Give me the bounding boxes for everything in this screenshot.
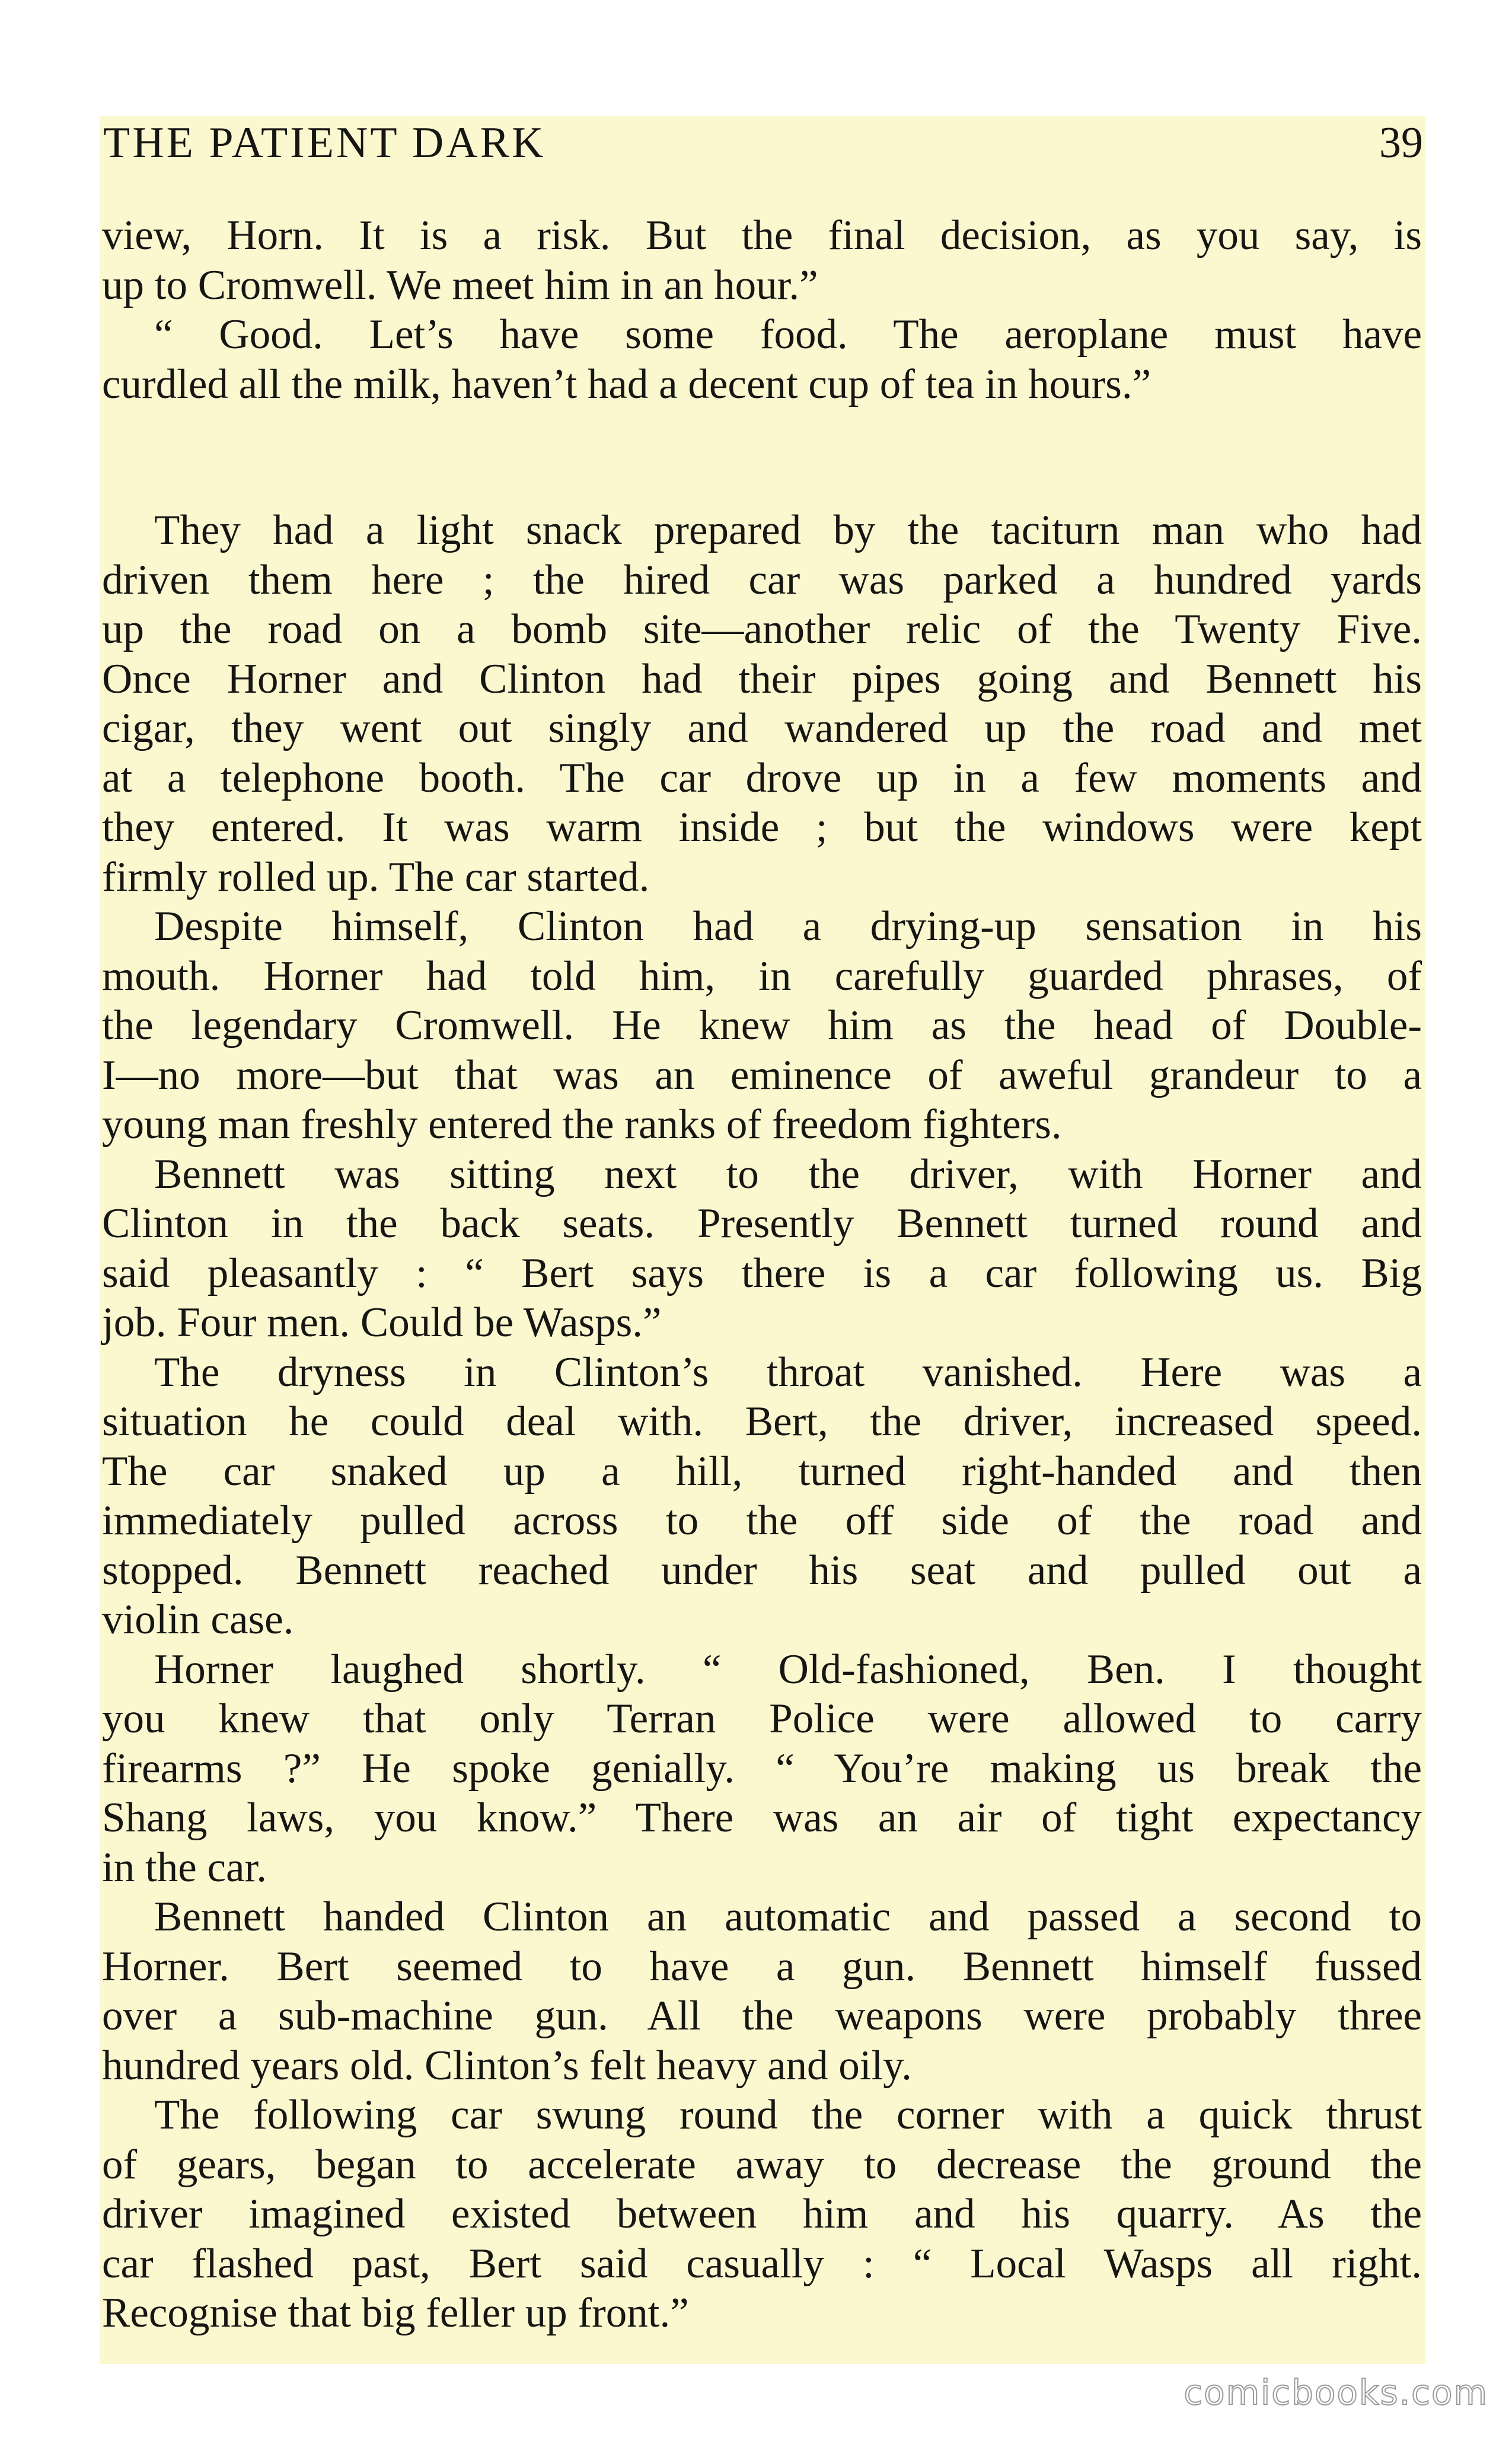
text-line: Bennett handed Clinton an automatic and passed a second to xyxy=(154,1894,1422,1940)
text-line: up to Cromwell. We meet him in an hour.” xyxy=(102,262,818,308)
text-line: in the car. xyxy=(102,1844,267,1891)
text-line: Clinton in the back seats. Presently Bennett turned round and xyxy=(102,1200,1422,1247)
page-number: 39 xyxy=(1379,119,1423,167)
paragraph xyxy=(102,211,1422,310)
text-line: Once Horner and Clinton had their pipes going and Bennett his xyxy=(102,655,1422,702)
paragraph xyxy=(102,506,1422,902)
running-title: THE PATIENT DARK xyxy=(103,119,546,167)
text-line: curdled all the milk, haven’t had a decent cup of tea in hours.” xyxy=(102,361,1151,407)
text-line: over a sub-machine gun. All the weapons were probably three xyxy=(102,1993,1422,2039)
text-line: of gears, began to accelerate away to decrease the ground the xyxy=(102,2141,1422,2188)
text-line: firearms ?” He spoke genially. “ You’re making us break the xyxy=(102,1745,1422,1792)
text-line: view, Horn. It is a risk. But the final decision, as you say, is xyxy=(102,212,1422,259)
paragraph xyxy=(102,902,1422,1150)
paragraph xyxy=(102,2091,1422,2338)
text-line: hundred years old. Clinton’s felt heavy and oily. xyxy=(102,2042,912,2089)
paragraph xyxy=(102,310,1422,409)
text-line: Shang laws, you know.” There was an air of tight expectancy xyxy=(102,1795,1422,1841)
text-line: stopped. Bennett reached under his seat and pulled out a xyxy=(102,1547,1422,1594)
text-line: Horner. Bert seemed to have a gun. Bennett himself fussed xyxy=(102,1943,1422,1990)
text-line: Horner laughed shortly. “ Old-fashioned, Ben. I thought xyxy=(154,1646,1422,1693)
text-line: at a telephone booth. The car drove up in a few moments and xyxy=(102,754,1422,801)
text-line: job. Four men. Could be Wasps.” xyxy=(102,1299,662,1346)
running-head xyxy=(100,116,1425,170)
paragraph xyxy=(102,1892,1422,2091)
text-line: they entered. It was warm inside ; but the windows were kept xyxy=(102,804,1422,850)
text-line: “ Good. Let’s have some food. The aeroplane must have xyxy=(154,311,1422,358)
text-line: situation he could deal with. Bert, the driver, increased speed. xyxy=(102,1398,1422,1445)
body-text xyxy=(102,211,1422,2338)
text-line: Bennett was sitting next to the driver, with Horner and xyxy=(154,1151,1422,1197)
text-line: violin case. xyxy=(102,1597,294,1643)
text-line: The dryness in Clinton’s throat vanished. Here was a xyxy=(154,1349,1422,1395)
text-line: They had a light snack prepared by the taciturn man who had xyxy=(154,507,1422,553)
section-break xyxy=(102,409,1422,506)
text-line: immediately pulled across to the off side of the road and xyxy=(102,1497,1422,1544)
text-line: mouth. Horner had told him, in carefully guarded phrases, of xyxy=(102,952,1422,999)
text-line: The car snaked up a hill, turned right-handed and then xyxy=(102,1448,1422,1495)
text-line: young man freshly entered the ranks of freedom fighters. xyxy=(102,1101,1062,1148)
text-line: Recognise that big feller up front.” xyxy=(102,2290,689,2336)
text-line: driven them here ; the hired car was parked a hundred yards xyxy=(102,556,1422,603)
watermark: comicbooks.com xyxy=(1184,2372,1488,2413)
text-line: car flashed past, Bert said casually : “ Local Wasps all right. xyxy=(102,2240,1422,2287)
paragraph xyxy=(102,1150,1422,1348)
text-line: The following car swung round the corner with a quick thrust xyxy=(154,2092,1422,2138)
text-line: Despite himself, Clinton had a drying-up sensation in his xyxy=(154,903,1422,950)
text-line: I—no more—but that was an eminence of aweful grandeur to a xyxy=(102,1052,1422,1098)
text-line: driver imagined existed between him and his quarry. As the xyxy=(102,2191,1422,2237)
text-line: cigar, they went out singly and wandered up the road and met xyxy=(102,705,1422,751)
text-line: said pleasantly : “ Bert says there is a car following us. Big xyxy=(102,1250,1422,1296)
text-line: you knew that only Terran Police were allowed to carry xyxy=(102,1696,1422,1742)
paragraph xyxy=(102,1348,1422,1645)
text-line: firmly rolled up. The car started. xyxy=(102,853,650,900)
text-line: up the road on a bomb site—another relic of the Twenty Five. xyxy=(102,606,1422,652)
text-line: the legendary Cromwell. He knew him as the head of Double- xyxy=(102,1002,1422,1049)
paragraph xyxy=(102,1645,1422,1893)
